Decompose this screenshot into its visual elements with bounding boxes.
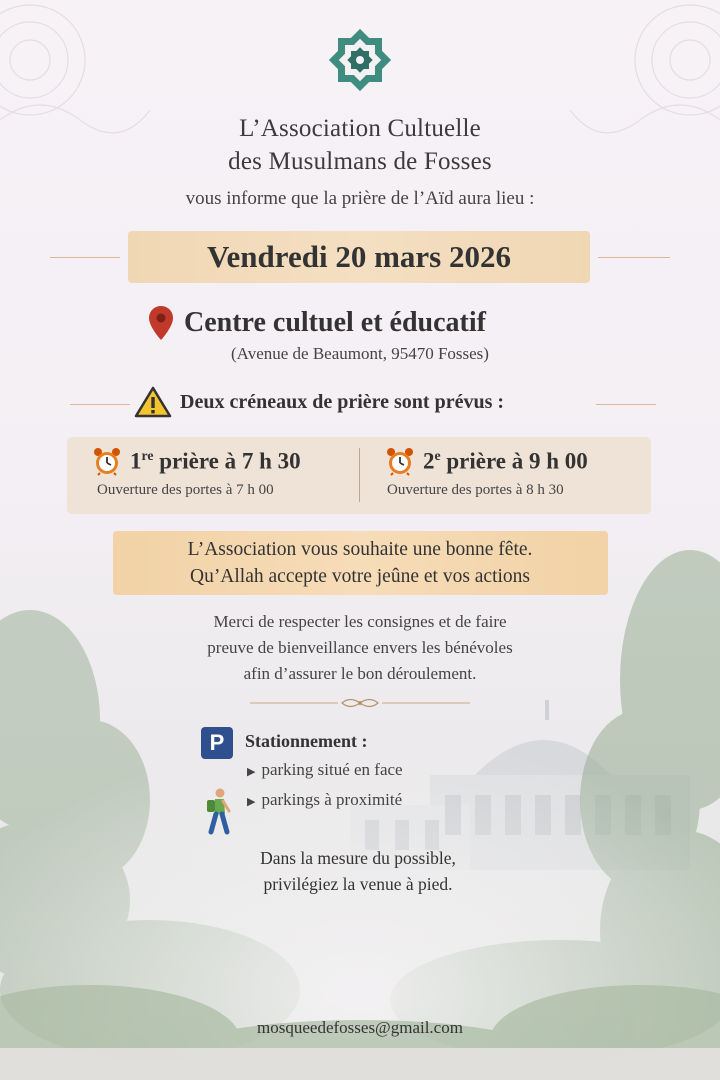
banner-line-right	[598, 257, 670, 258]
date-banner	[128, 231, 590, 283]
organizer-line-2: des Musulmans de Fosses	[228, 148, 492, 175]
slots-heading-row	[134, 385, 504, 419]
wishes-line-1: L’Association vous souhaite une bonne fête.	[187, 539, 533, 560]
warning-icon	[134, 386, 172, 418]
wishes-line-2: Qu’Allah accepte votre jeûne et vos actions	[189, 566, 531, 587]
walk-line-1: Dans la mesure du possible,	[260, 848, 456, 868]
corner-ornament-left	[0, 5, 150, 133]
alarm-clock-icon	[92, 446, 122, 476]
parking-item-2: ▶ parkings à proximité	[247, 790, 403, 809]
parking-icon: P	[201, 727, 233, 759]
slot-2-doors: Ouverture des portes à 8 h 30	[387, 482, 564, 498]
alarm-clock-icon	[385, 446, 415, 476]
walking-person-icon	[203, 787, 235, 835]
divider-ornament-icon	[250, 695, 470, 711]
parking-title: Stationnement :	[245, 731, 368, 751]
heading-line-left	[70, 404, 130, 405]
notice-line-3: afin d’assurer le bon déroulement.	[243, 664, 477, 683]
prayer-slot-1	[92, 446, 357, 499]
corner-ornament-right	[570, 5, 720, 133]
bullet-arrow-icon: ▶	[247, 796, 256, 808]
contact-email[interactable]: mosqueedefosses@gmail.com	[257, 1018, 463, 1037]
organizer-line-1: L’Association Cultuelle	[239, 115, 481, 142]
venue-address: (Avenue de Beaumont, 95470 Fosses)	[231, 344, 489, 363]
slots-divider	[359, 448, 360, 502]
slots-heading: Deux créneaux de prière sont prévus :	[180, 390, 505, 413]
slot-1-doors: Ouverture des portes à 7 h 00	[97, 482, 274, 498]
heading-line-right	[596, 404, 656, 405]
venue-row	[148, 301, 486, 345]
parking-item-1: ▶ parking situé en face	[247, 760, 403, 779]
intro-text: vous informe que la prière de l’Aïd aura lieu :	[185, 188, 535, 209]
bullet-arrow-icon: ▶	[247, 766, 256, 778]
ground-wall	[0, 1048, 720, 1080]
prayer-slot-2	[385, 446, 647, 499]
venue-name: Centre cultuel et éducatif	[184, 307, 486, 338]
notice-line-1: Merci de respecter les consignes et de faire	[213, 612, 507, 631]
star-emblem-icon	[326, 26, 394, 94]
location-pin-icon	[148, 305, 174, 341]
notice-line-2: preuve de bienveillance envers les bénévoles	[207, 638, 513, 657]
slot-1-title: 1re prière à 7 h 30	[130, 447, 301, 474]
event-date: Vendredi 20 mars 2026	[207, 239, 511, 274]
slot-2-title: 2e prière à 9 h 00	[423, 447, 588, 474]
walk-line-2: privilégiez la venue à pied.	[263, 874, 453, 894]
banner-line-left	[50, 257, 120, 258]
